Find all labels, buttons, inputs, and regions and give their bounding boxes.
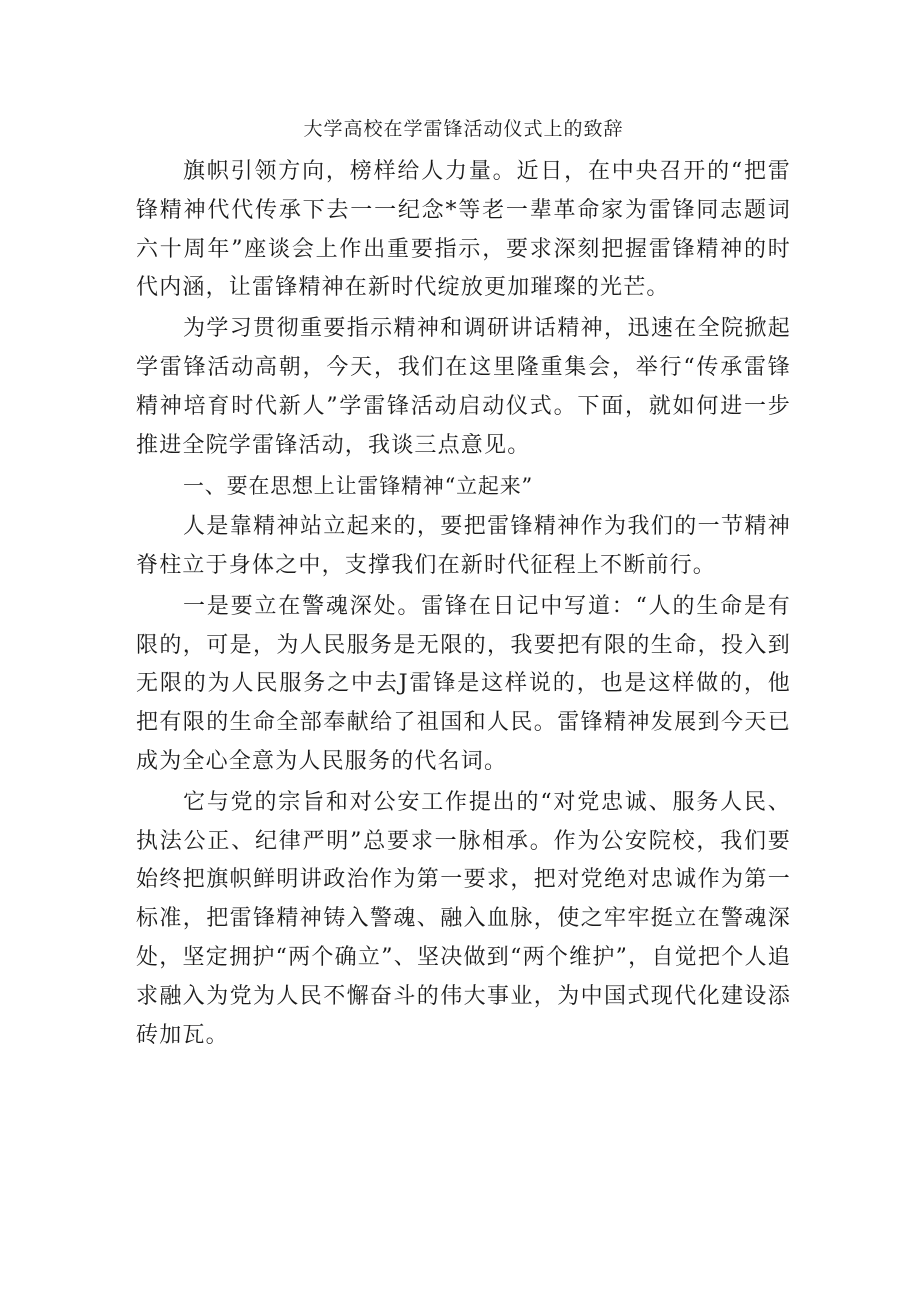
paragraph-spirit: 人是靠精神站立起来的，要把雷锋精神作为我们的一节精神脊柱立于身体之中，支撑我们在新时代征程上不断前行。 — [136, 514, 791, 578]
paragraph-point-one: 一是要立在警魂深处。雷锋在日记中写道：“人的生命是有限的，可是，为人民服务是无限的，我要把有限的生命，投入到无限的为人民服务之中去J雷锋是这样说的，也是这样做的，他把有限的生命全部奉献给了祖国和人民。雷锋精神发展到今天已成为全心全意为人民服务的代名词。 — [136, 593, 791, 774]
paragraph-police-school: 它与党的宗旨和对公安工作提出的“对党忠诚、服务人民、执法公正、纪律严明”总要求一脉相承。作为公安院校，我们要始终把旗帜鲜明讲政治作为第一要求，把对党绝对忠诚作为第一标准，把雷锋精神铸入警魂、融入血脉，使之牢牢挺立在警魂深处，坚定拥护“两个确立”、坚决做到“两个维护”，自觉把个人追求融入为党为人民不懈奋斗的伟大事业，为中国式现代化建设添砖加瓦。 — [136, 789, 791, 1048]
document-title: 大学高校在学雷锋活动仪式上的致辞 — [303, 118, 624, 140]
section-heading-1: 一、要在思想上让雷锋精神“立起来” — [183, 474, 534, 499]
paragraph-purpose: 为学习贯彻重要指示精神和调研讲话精神，迅速在全院掀起学雷锋活动高朝，今天，我们在这里隆重集会，举行“传承雷锋精神培育时代新人”学雷锋活动启动仪式。下面，就如何进一步推进全院学雷锋活动，我谈三点意见。 — [136, 316, 791, 458]
paragraph-intro: 旗帜引领方向，榜样给人力量。近日，在中央召开的“把雷锋精神代代传承下去一一纪念*等老一辈革命家为雷锋同志题词六十周年”座谈会上作出重要指示，要求深刻把握雷锋精神的时代内涵，让雷锋精神在新时代绽放更加璀璨的光芒。 — [136, 159, 791, 301]
document-body — [136, 114, 791, 1057]
